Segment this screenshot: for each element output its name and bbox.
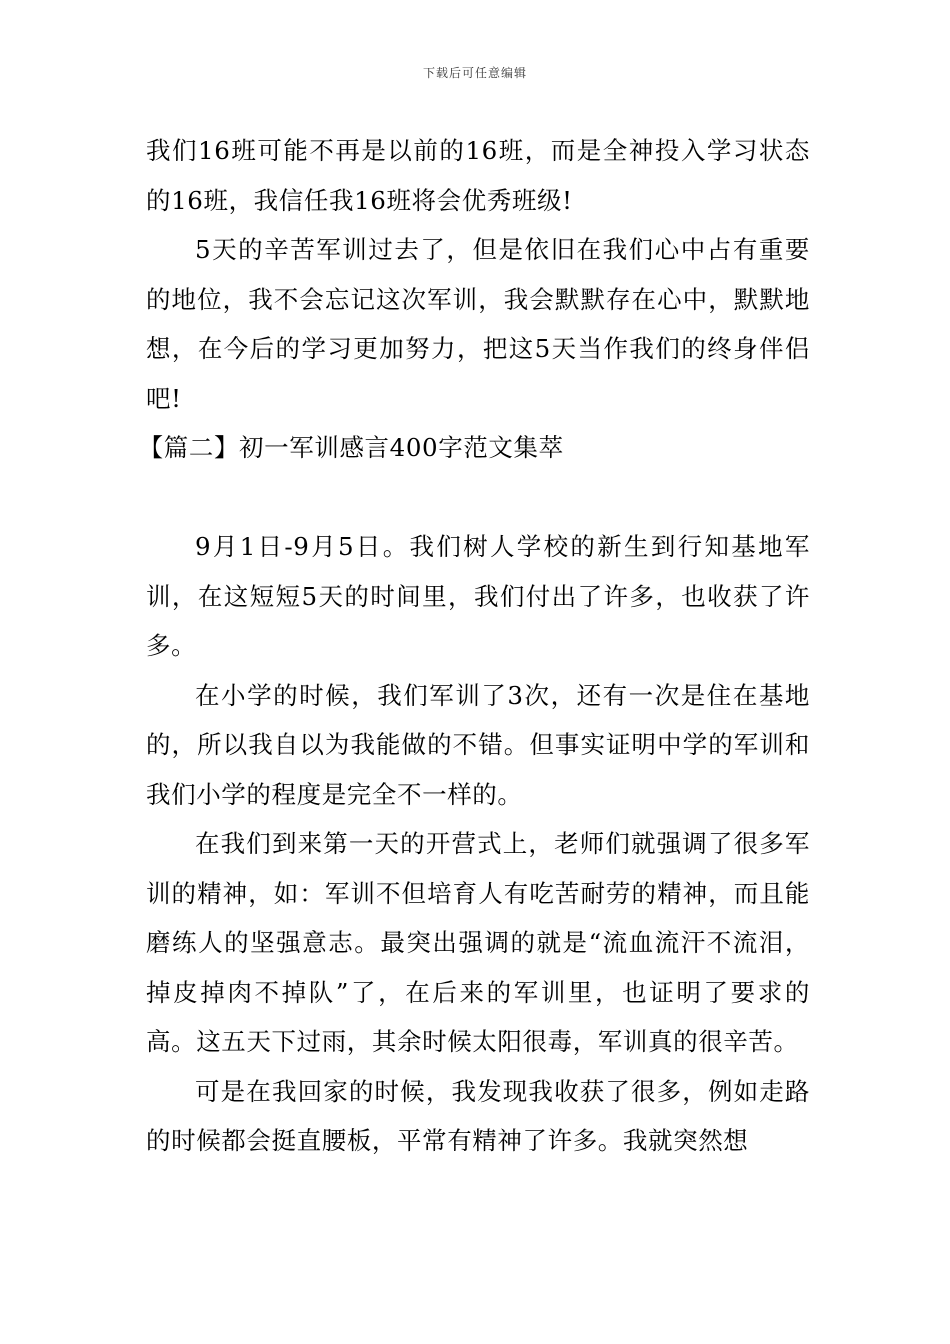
page-header: 下载后可任意编辑	[422, 66, 527, 80]
blank-line	[146, 473, 810, 523]
paragraph: 在我们到来第一天的开营式上，老师们就强调了很多军训的精神，如：军训不但培育人有吃苦耐劳的精神，而且能磨练人的坚强意志。最突出强调的就是“流血流汗不流泪，掉皮掉肉不掉队”了，在后来的军训里，也证明了要求的高。这五天下过雨，其余时候太阳很毒，军训真的很辛苦。	[146, 829, 810, 1056]
paragraph: 5天的辛苦军训过去了，但是依旧在我们心中占有重要的地位，我不会忘记这次军训，我会默默存在心中，默默地想，在今后的学习更加努力，把这5天当作我们的终身伴侣吧!	[146, 235, 810, 413]
paragraph: 9月1日-9月5日。我们树人学校的新生到行知基地军训，在这短短5天的时间里，我们付出了许多，也收获了许多。	[146, 532, 810, 660]
paragraph-continuation: 我们16班可能不再是以前的16班，而是全神投入学习状态的16班，我信任我16班将会优秀班级!	[146, 136, 810, 215]
section-heading: 【篇二】初一军训感言400字范文集萃	[138, 433, 564, 462]
paragraph: 在小学的时候，我们军训了3次，还有一次是住在基地的，所以我自以为我能做的不错。但事实证明中学的军训和我们小学的程度是完全不一样的。	[146, 680, 810, 809]
document-body	[138, 126, 810, 1166]
paragraph: 可是在我回家的时候，我发现我收获了很多，例如走路的时候都会挺直腰板，平常有精神了许多。我就突然想	[146, 1076, 810, 1155]
